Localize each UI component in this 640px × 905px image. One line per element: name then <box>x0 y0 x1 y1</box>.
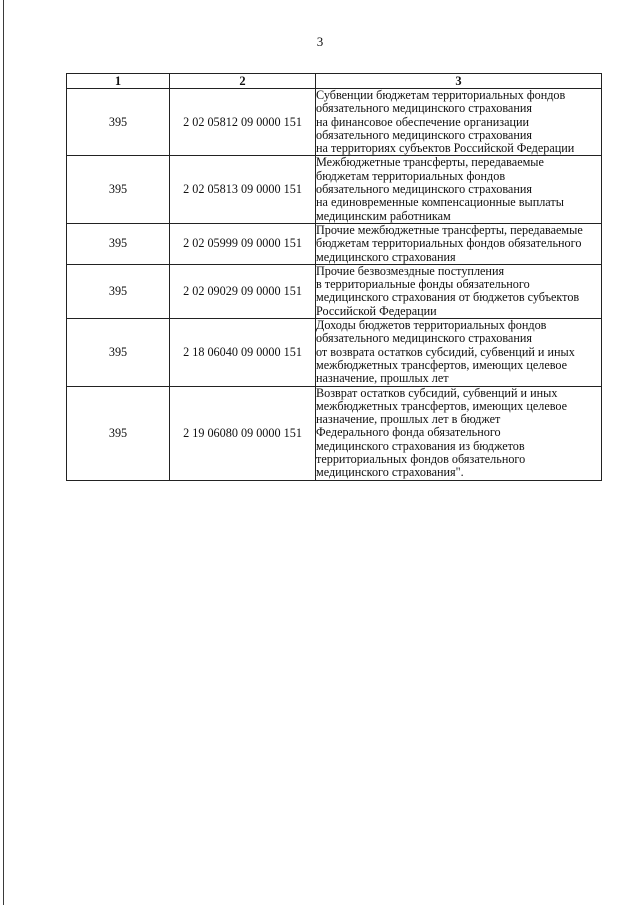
description-cell <box>316 319 602 386</box>
description-line: Межбюджетные трансферты, передаваемые <box>316 156 544 170</box>
description-cell <box>316 223 602 264</box>
description-line: от возврата остатков субсидий, субвенций и иных <box>316 345 575 359</box>
description-cell <box>316 156 602 223</box>
description-line: Возврат остатков субсидий, субвенций и иных <box>316 386 558 400</box>
budget-classification-code-cell: 2 02 09029 09 0000 151 <box>170 264 316 318</box>
budget-classification-code-cell: 2 02 05812 09 0000 151 <box>170 89 316 156</box>
description-line: обязательного медицинского страхования <box>316 183 532 197</box>
table-row <box>67 319 602 386</box>
description-line: назначение, прошлых лет <box>316 372 449 386</box>
admin-code-cell: 395 <box>67 264 170 318</box>
page-edge <box>3 0 4 905</box>
table-row <box>67 156 602 223</box>
description-line: медицинского страхования из бюджетов <box>316 439 525 453</box>
description-line: медицинского страхования <box>316 250 456 264</box>
header-col-3: 3 <box>316 74 602 89</box>
description-line: Федерального фонда обязательного <box>316 426 501 440</box>
description-line: на единовременные компенсационные выплаты <box>316 196 564 210</box>
description-line: на финансовое обеспечение организации <box>316 115 530 129</box>
admin-code-cell: 395 <box>67 89 170 156</box>
budget-classification-code-cell: 2 02 05999 09 0000 151 <box>170 223 316 264</box>
budget-classification-code-cell: 2 18 06040 09 0000 151 <box>170 319 316 386</box>
description-line: Прочие безвозмездные поступления <box>316 264 505 278</box>
description-line: медицинского страхования". <box>316 466 464 480</box>
header-col-2: 2 <box>170 74 316 89</box>
description-line: Российской Федерации <box>316 304 437 318</box>
description-line: межбюджетных трансфертов, имеющих целевое <box>316 358 568 372</box>
description-cell <box>316 386 602 480</box>
description-line: обязательного медицинского страхования <box>316 128 532 142</box>
budget-code-table <box>66 73 602 481</box>
description-line: обязательного медицинского страхования <box>316 102 532 116</box>
description-line: территориальных фондов обязательного <box>316 453 526 467</box>
description-line: медицинского страхования от бюджетов субъектов <box>316 291 580 305</box>
description-line: назначение, прошлых лет в бюджет <box>316 413 501 427</box>
description-line: Прочие межбюджетные трансферты, передаваемые <box>316 223 583 237</box>
budget-classification-code-cell: 2 02 05813 09 0000 151 <box>170 156 316 223</box>
admin-code-cell: 395 <box>67 319 170 386</box>
table-row <box>67 223 602 264</box>
description-line: обязательного медицинского страхования <box>316 332 532 346</box>
description-line: межбюджетных трансфертов, имеющих целевое <box>316 399 568 413</box>
page-number: 3 <box>316 34 324 49</box>
description-line: медицинским работникам <box>316 209 451 223</box>
table-header-row <box>67 74 602 89</box>
description-line: на территориях субъектов Российской Федерации <box>316 142 575 156</box>
admin-code-cell: 395 <box>67 386 170 480</box>
table-row <box>67 264 602 318</box>
table-row <box>67 89 602 156</box>
description-line: бюджетам территориальных фондов обязательного <box>316 237 582 251</box>
budget-classification-code-cell: 2 19 06080 09 0000 151 <box>170 386 316 480</box>
description-line: Доходы бюджетов территориальных фондов <box>316 319 547 333</box>
description-line: Субвенции бюджетам территориальных фондов <box>316 89 566 102</box>
header-col-1: 1 <box>67 74 170 89</box>
table-row <box>67 386 602 480</box>
description-line: в территориальные фонды обязательного <box>316 278 530 292</box>
admin-code-cell: 395 <box>67 223 170 264</box>
description-cell <box>316 264 602 318</box>
description-cell <box>316 89 602 156</box>
admin-code-cell: 395 <box>67 156 170 223</box>
description-line: бюджетам территориальных фондов <box>316 169 506 183</box>
